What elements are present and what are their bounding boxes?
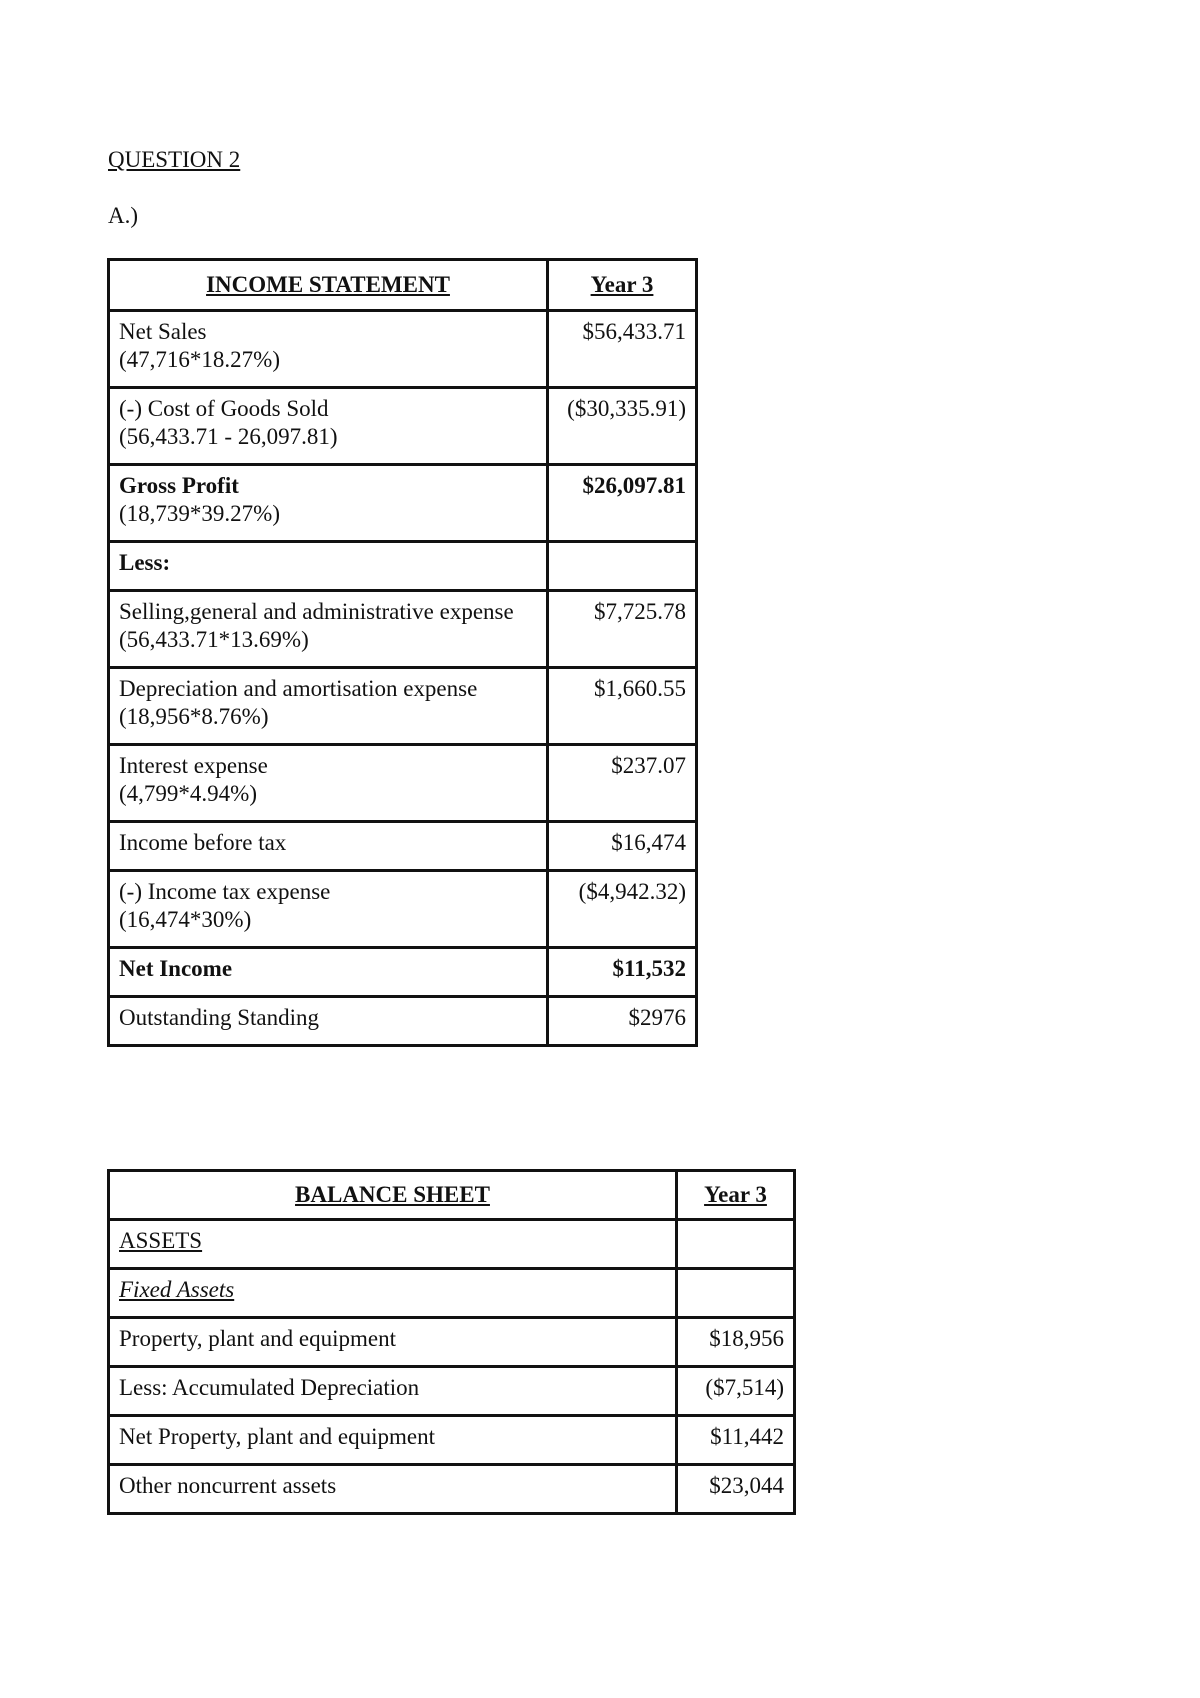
table-row	[109, 388, 697, 465]
row-amount: $11,442	[677, 1416, 795, 1465]
row-amount	[548, 542, 697, 591]
row-amount: $237.07	[548, 745, 697, 822]
row-label-cell	[109, 311, 548, 388]
table-row	[109, 822, 697, 871]
row-label: (-) Income tax expense	[119, 879, 331, 904]
income-statement-table	[107, 258, 698, 1047]
row-amount: $56,433.71	[548, 311, 697, 388]
row-label: Less: Accumulated Depreciation	[109, 1367, 677, 1416]
table-row	[109, 591, 697, 668]
row-amount: $16,474	[548, 822, 697, 871]
row-amount: $2976	[548, 997, 697, 1046]
row-amount: ($30,335.91)	[548, 388, 697, 465]
row-label-cell	[109, 871, 548, 948]
row-label: Outstanding Standing	[109, 997, 548, 1046]
table-row	[109, 1465, 795, 1514]
row-label: Less:	[109, 542, 548, 591]
table-row	[109, 542, 697, 591]
question-title: QUESTION 2	[108, 147, 241, 172]
row-detail: (56,433.71 - 26,097.81)	[119, 424, 338, 449]
row-detail: (56,433.71*13.69%)	[119, 627, 309, 652]
table-header-row	[109, 1171, 795, 1220]
row-label: Net Sales	[119, 319, 207, 344]
row-amount: ($7,514)	[677, 1367, 795, 1416]
section-heading: ASSETS	[119, 1228, 203, 1253]
row-detail: (18,739*39.27%)	[119, 501, 280, 526]
row-amount	[677, 1269, 795, 1318]
table-row	[109, 311, 697, 388]
row-label: Interest expense	[119, 753, 268, 778]
row-amount: $1,660.55	[548, 668, 697, 745]
row-label-cell	[109, 668, 548, 745]
row-amount	[677, 1220, 795, 1269]
table-row	[109, 1416, 795, 1465]
row-label: Income before tax	[109, 822, 548, 871]
row-label: Property, plant and equipment	[109, 1318, 677, 1367]
row-amount: $23,044	[677, 1465, 795, 1514]
row-label: (-) Cost of Goods Sold	[119, 396, 329, 421]
row-label	[109, 1269, 677, 1318]
balance-sheet-period: Year 3	[677, 1171, 795, 1220]
income-statement-period: Year 3	[548, 260, 697, 311]
balance-sheet-title: BALANCE SHEET	[109, 1171, 677, 1220]
row-detail: (16,474*30%)	[119, 907, 252, 932]
row-label-cell	[109, 745, 548, 822]
row-amount: $7,725.78	[548, 591, 697, 668]
table-row	[109, 948, 697, 997]
row-label: Other noncurrent assets	[109, 1465, 677, 1514]
row-label: Depreciation and amortisation expense	[119, 676, 478, 701]
row-label	[109, 1220, 677, 1269]
balance-sheet-table	[107, 1169, 796, 1515]
row-detail: (47,716*18.27%)	[119, 347, 280, 372]
table-row	[109, 871, 697, 948]
row-label-cell	[109, 591, 548, 668]
row-label: Net Income	[109, 948, 548, 997]
table-row	[109, 465, 697, 542]
row-label-cell	[109, 465, 548, 542]
row-label: Selling,general and administrative expense	[119, 599, 514, 624]
row-detail: (18,956*8.76%)	[119, 704, 269, 729]
table-row	[109, 1367, 795, 1416]
row-amount: $11,532	[548, 948, 697, 997]
row-label-cell	[109, 388, 548, 465]
table-row	[109, 1269, 795, 1318]
row-amount: ($4,942.32)	[548, 871, 697, 948]
row-label: Gross Profit	[119, 473, 239, 498]
row-amount: $26,097.81	[548, 465, 697, 542]
table-header-row	[109, 260, 697, 311]
table-row	[109, 668, 697, 745]
income-statement-title: INCOME STATEMENT	[109, 260, 548, 311]
table-row	[109, 1220, 795, 1269]
question-part-label: A.)	[108, 203, 139, 228]
table-row	[109, 745, 697, 822]
table-row	[109, 1318, 795, 1367]
table-row	[109, 997, 697, 1046]
row-amount: $18,956	[677, 1318, 795, 1367]
row-label: Net Property, plant and equipment	[109, 1416, 677, 1465]
row-detail: (4,799*4.94%)	[119, 781, 257, 806]
subsection-heading: Fixed Assets	[119, 1277, 235, 1302]
